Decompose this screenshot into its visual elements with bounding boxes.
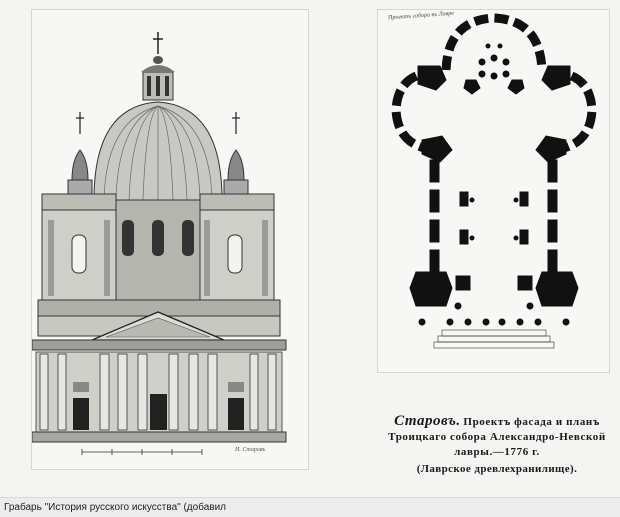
facade-plate bbox=[31, 9, 309, 470]
caption bbox=[384, 414, 610, 477]
crossing-piers bbox=[418, 66, 570, 162]
nave-walls bbox=[430, 160, 557, 272]
plan-plate bbox=[377, 9, 610, 373]
apse-columns bbox=[479, 44, 509, 79]
dome-lantern bbox=[141, 56, 175, 100]
caption-source: (Лаврское древлехранилище). bbox=[416, 463, 578, 475]
scale-bar bbox=[82, 449, 202, 455]
right-tower-cross-icon bbox=[232, 112, 240, 134]
footer-credit-text: Грабарь "История русского искусства" (добавил bbox=[4, 502, 226, 513]
central-cross-icon bbox=[153, 32, 163, 54]
floor-plan-drawing bbox=[378, 10, 609, 372]
left-tower-cross-icon bbox=[76, 112, 84, 134]
footer-bar bbox=[0, 497, 620, 517]
facade-signature: И. Старовъ bbox=[235, 447, 266, 453]
caption-description: Проектъ фасада и планъ Троицкаго собора Александро-Невской лавры.—1776 г. bbox=[388, 416, 606, 458]
facade-drawing bbox=[32, 10, 308, 469]
west-towers bbox=[410, 272, 578, 306]
nave-piers bbox=[460, 192, 528, 244]
caption-author: Старовъ. bbox=[394, 413, 461, 429]
dome-drum bbox=[112, 200, 204, 300]
apse-wall bbox=[446, 18, 542, 70]
plan-handwritten-note: Проектъ собора въ Лавре bbox=[387, 10, 455, 22]
portico-steps bbox=[434, 330, 554, 348]
main-dome bbox=[94, 102, 222, 200]
base-steps bbox=[32, 432, 286, 442]
